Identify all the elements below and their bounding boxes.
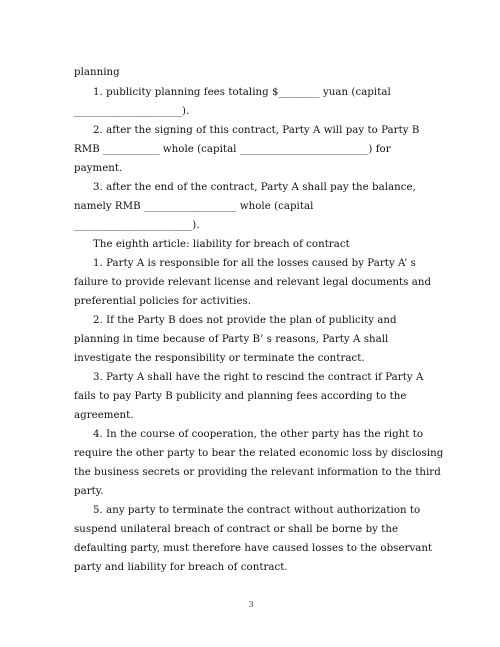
text-line: _______________________). bbox=[74, 220, 200, 231]
text-line: agreement. bbox=[74, 410, 134, 421]
text-line: suspend unilateral breach of contract or shall be borne by the bbox=[74, 524, 399, 535]
text-line: 2. after the signing of this contract, Party A will pay to Party B bbox=[93, 125, 420, 136]
text-line: fails to pay Party B publicity and planning fees according to the bbox=[74, 391, 407, 402]
text-line: 2. If the Party B does not provide the plan of publicity and bbox=[93, 315, 397, 326]
text-line: the business secrets or providing the relevant information to the third bbox=[74, 467, 441, 478]
text-line: planning bbox=[74, 67, 120, 78]
text-line: defaulting party, must therefore have caused losses to the observant bbox=[74, 543, 433, 554]
text-line: require the other party to bear the related economic loss by disclosing bbox=[74, 448, 444, 459]
text-line: RMB ___________ whole (capital _________________________) for bbox=[74, 144, 391, 155]
text-line: failure to provide relevant license and relevant legal documents and bbox=[74, 277, 432, 288]
text-line: party and liability for breach of contract. bbox=[74, 562, 288, 573]
text-line: 1. publicity planning fees totaling $________ yuan (capital bbox=[93, 87, 391, 98]
section-heading: The eighth article: liability for breach of contract bbox=[93, 239, 350, 250]
text-line: investigate the responsibility or terminate the contract. bbox=[74, 353, 365, 364]
text-line: payment. bbox=[74, 163, 123, 174]
text-line: 1. Party A is responsible for all the losses caused by Party A’ s bbox=[93, 258, 416, 269]
text-line: namely RMB __________________ whole (capital bbox=[74, 201, 314, 212]
text-line: 3. after the end of the contract, Party A shall pay the balance, bbox=[93, 182, 416, 193]
text-line: 3. Party A shall have the right to rescind the contract if Party A bbox=[93, 372, 424, 383]
page-number: 3 bbox=[248, 600, 254, 609]
text-line: preferential policies for activities. bbox=[74, 296, 252, 307]
text-line: party. bbox=[74, 486, 104, 497]
text-line: planning in time because of Party B’ s reasons, Party A shall bbox=[74, 334, 389, 345]
text-line: 4. In the course of cooperation, the other party has the right to bbox=[93, 429, 424, 440]
text-line: _____________________). bbox=[74, 106, 190, 117]
text-line: 5. any party to terminate the contract without authorization to bbox=[93, 505, 421, 516]
